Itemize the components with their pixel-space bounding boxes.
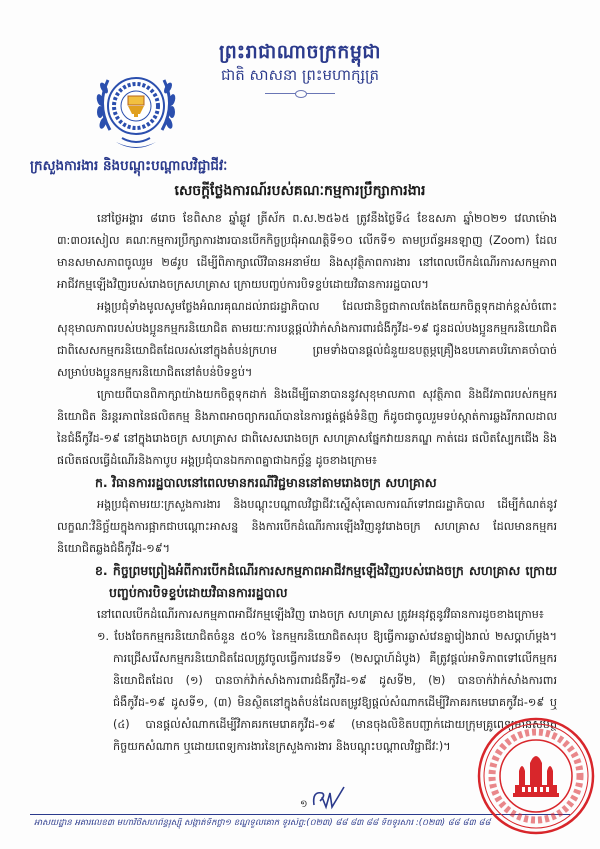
document-body: [57, 208, 557, 758]
section-text-b: នៅពេលបើកដំណើរការសកម្មភាពអាជីវកម្មឡើងវិញ រោងចក្រ សហគ្រាស ត្រូវអនុវត្តនូវវិធានការដូចខាងក្រោម៖: [97, 608, 544, 621]
ministry-name: ក្រសួងការងារ និងបណ្តុះបណ្តាលវិជ្ជាជីវៈ: [30, 158, 228, 174]
footer-address: អាសយដ្ឋាន អគារលេខ៣ មហាវិថីសហព័ន្ធរុស្ស៊ី សង្កាត់ទឹកថ្លា១ ខណ្ឌទួលគោក ទូរស័ព្ទ:(០២៣) ៨៨ ៨៣ ៨៨ ទិចទូរសារ :(០២៣) ៨៨ ៨៣ ៨៨: [34, 818, 491, 828]
kingdom-name: ព្រះរាជាណាចក្រកម្ពុជា: [219, 41, 381, 63]
page-number: ១: [300, 799, 308, 810]
section-text-a: អង្គប្រជុំតាមរយៈក្រសួងការងារ និងបណ្តុះបណ្តាលវិជ្ជាជីវៈស្នើសុំគោលការណ៍ទៅរាជរដ្ឋាភិបាល ដើម្បីកំណត់នូវលក្ខណៈវិនិច្ឆ័យក្នុងការផ្អាកជាបណ្តោះអាសន្ន និងការបើកដំណើរការឡើងវិញនូវរោងចក្រ សហគ្រាស ដែលមានកម្មករនិយោជិតឆ្លងជំងឺកូវីដ-១៩។: [57, 498, 557, 555]
kingdom-header: [200, 40, 400, 96]
signature-initial-icon: [308, 785, 348, 813]
paragraph-thanks: អង្គប្រជុំទាំងមូលសូមថ្លែងអំណរគុណដល់រាជរដ្ឋាភិបាល ដែលជានិច្ចជាកាលតែងតែយកចិត្តទុកដាក់ខ្ពស់ចំពោះសុខុមាលភាពរបស់បងប្អូនកម្មករនិយោជិត តាមរយៈការបន្តផ្តល់វ៉ាក់សាំងការពារជំងឺកូវីដ-១៩ ជូនដល់បងប្អូនកម្មករនិយោជិត ជាពិសេសកម្មករនិយោជិតដែលរស់នៅក្នុងតំបន់ក្រហម ព្រមទាំងបានផ្តល់ជំនួយឧបត្ថម្ភគ្រឿងឧបភោគបរិភោគចាំបាច់សម្រាប់បងប្អូនកម្មករនិយោជិតនៅតំបន់បិទខ្ទប់។: [57, 300, 557, 379]
official-seal-icon: [475, 715, 597, 837]
section-heading-a: ក. វិធានការរដ្ឋបាលនៅពេលមានករណីវិជ្ជមាននៅតាមរោងចក្រ សហគ្រាស: [95, 475, 437, 490]
ministry-emblem-icon: [90, 60, 182, 160]
list-item: ១. បែងចែកកម្មករនិយោជិតចំនួន ៥០% នៃកម្មករនិយោជិតសរុប ឱ្យធ្វើការឆ្លាស់វេនគ្នារៀងរាល់ ២សប្តាហ៍ម្តង។ ការជ្រើសរើសកម្មករនិយោជិតដែលត្រូវចូលធ្វើការវេនទី១ (២សប្តាហ៍ដំបូង) គឺត្រូវផ្តល់អាទិភាពទៅលើកម្មករនិយោជិតដែល (១) បានចាក់វ៉ាក់សាំងការពារជំងឺកូវីដ-១៩ ដូសទី២, (២) បានចាក់វ៉ាក់សាំងការពារជំងឺកូវីដ-១៩ ដូសទី១, (៣) មិនស្ថិតនៅក្នុងតំបន់ដែលតម្រូវឱ្យផ្តល់សំណាកដើម្បីវិភាគរកមេរោគកូវីដ-១៩ ឬ (៤) បានផ្តល់សំណាកដើម្បីវិភាគរកមេរោគកូវីដ-១៩ (មានចុងលិខិតបញ្ជាក់ដោយក្រុមគ្រូពេទ្យមានសមត្ថកិច្ចយកសំណាក ឬដោយពេទ្យការងារនៃក្រសួងការងារ និងបណ្តុះបណ្តាលវិជ្ជាជីវៈ)។: [97, 630, 557, 753]
paragraph-agreement: ក្រោយពីបានពិភាក្សាយ៉ាងយកចិត្តទុកដាក់ និងដើម្បីធានាបាននូវសុខុមាលភាព សុវត្ថិភាព និងជីវភាពរបស់កម្មករនិយោជិត និរន្តរភាពនៃផលិតកម្ម និងភាពអាចព្យាករណ៍បាននៃការផ្គត់ផ្គង់ទំនិញ ក៏ដូចជាចូលរួមទប់ស្កាត់ការឆ្លងរីករាលដាលនៃជំងឺកូវីដ-១៩ នៅក្នុងរោងចក្រ សហគ្រាស ជាពិសេសរោងចក្រ សហគ្រាសផ្នែកវាយនភណ្ឌ កាត់ដេរ ផលិតស្បែកជើង និងផលិតផលធ្វើដំណើរនិងកាបូប អង្គប្រជុំបានឯកភាពគ្នាជាឯកច្ឆ័ន្ទ ដូចខាងក្រោម៖: [57, 388, 557, 467]
section-heading-b: ខ. កិច្ចព្រមព្រៀងអំពីការបើកដំណើរការសកម្មភាពអាជីវកម្មឡើងវិញរបស់រោងចក្រ សហគ្រាស ក្រោយបញ្ចប់ការបិទខ្ទប់ដោយវិធានការរដ្ឋបាល: [95, 563, 557, 600]
paragraph-intro: នៅថ្ងៃអង្គារ ៨រោច ខែពិសាខ ឆ្នាំឆ្លូវ ត្រីស័ក ព.ស.២៥៦៥ ត្រូវនឹងថ្ងៃទី៤ ខែឧសភា ឆ្នាំ២០២១ វេលាម៉ោង ៣:៣០រសៀល គណៈកម្មការប្រឹក្សាការងារបានបើកកិច្ចប្រជុំអាណត្តិទី១០ លើកទី១ តាមប្រព័ន្ធអនឡាញ (Zoom) ដែលមានសមាសភាពចូលរួម ២៨រូប ដើម្បីពិភាក្សាលើវិធានអនាម័យ និងសុវត្ថិភាពការងារ នៅពេលបើកដំណើរការសកម្មភាព អាជីវកម្មឡើងវិញរបស់រោងចក្រសហគ្រាស ក្រោយបញ្ចប់ការបិទខ្ទប់ដោយវិធានការរដ្ឋបាល។: [57, 212, 557, 291]
document-title: សេចក្តីថ្លែងការណ៍របស់គណៈកម្មការប្រឹក្សាការងារ: [174, 183, 426, 199]
ornament-divider: [265, 90, 335, 96]
national-motto: ជាតិ សាសនា ព្រះមហាក្សត្រ: [220, 66, 380, 84]
